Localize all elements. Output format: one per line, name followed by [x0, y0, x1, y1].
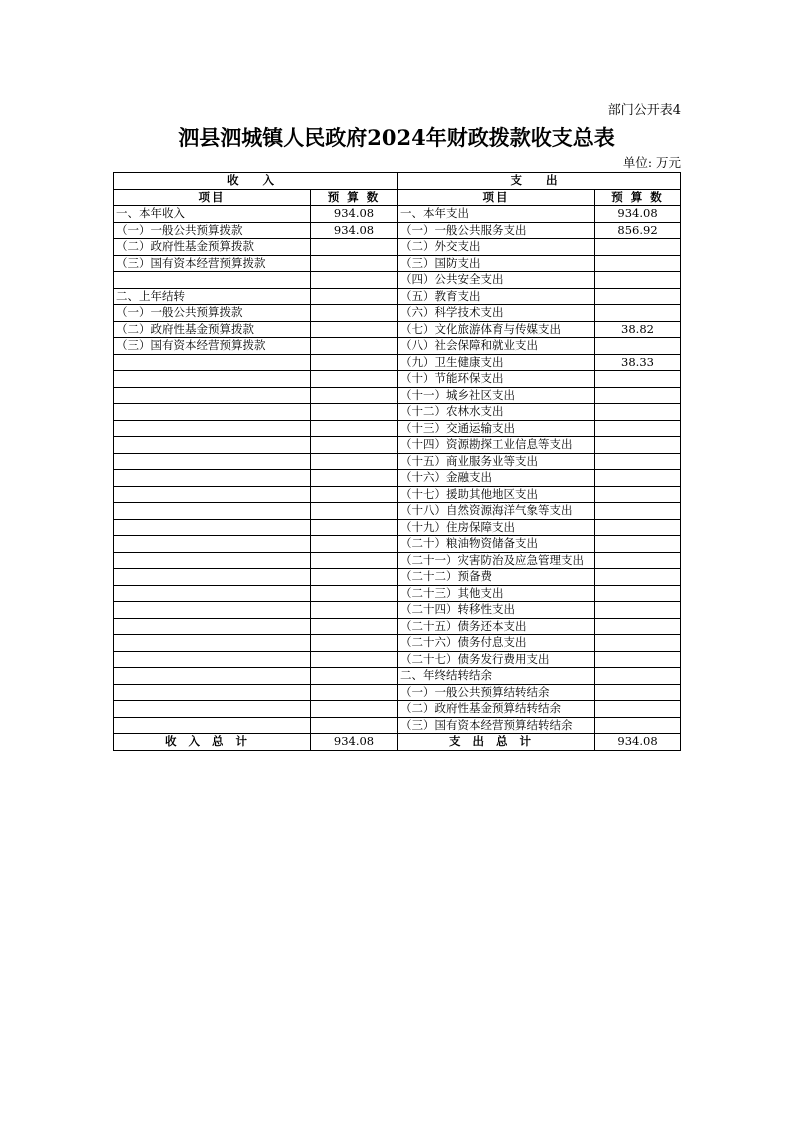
- income-item-cell: [114, 635, 311, 652]
- income-item-cell: [114, 684, 311, 701]
- income-item-cell: [114, 272, 311, 289]
- income-value-cell: [311, 585, 398, 602]
- income-value-cell: [311, 486, 398, 503]
- income-value-cell: [311, 453, 398, 470]
- table-row: [114, 635, 681, 652]
- table-row: [114, 569, 681, 586]
- table-row: [114, 536, 681, 553]
- income-item-cell: [114, 354, 311, 371]
- table-row: [114, 420, 681, 437]
- income-item-cell: （三）国有资本经营预算拨款: [114, 255, 311, 272]
- income-item-cell: [114, 371, 311, 388]
- expense-item-cell: （二十三）其他支出: [398, 585, 595, 602]
- expense-item-cell: （二）外交支出: [398, 239, 595, 256]
- expense-item-cell: （一）一般公共预算结转结余: [398, 684, 595, 701]
- expense-value-cell: 856.92: [595, 222, 681, 239]
- expense-item-cell: （十）节能环保支出: [398, 371, 595, 388]
- income-item-cell: [114, 651, 311, 668]
- expense-value-cell: [595, 288, 681, 305]
- income-value-cell: [311, 338, 398, 355]
- income-item-cell: 一、本年收入: [114, 206, 311, 223]
- expense-value-cell: [595, 338, 681, 355]
- income-value-cell: [311, 519, 398, 536]
- expense-item-cell: （二十四）转移性支出: [398, 602, 595, 619]
- expense-item-cell: （七）文化旅游体育与传媒支出: [398, 321, 595, 338]
- expense-item-cell: （二十五）债务还本支出: [398, 618, 595, 635]
- income-value-cell: [311, 503, 398, 520]
- income-total-value: 934.08: [311, 734, 398, 751]
- expense-value-cell: [595, 552, 681, 569]
- expense-value-cell: [595, 420, 681, 437]
- expense-item-cell: （九）卫生健康支出: [398, 354, 595, 371]
- table-row: [114, 618, 681, 635]
- header-row-group: [114, 173, 681, 190]
- budget-table: [113, 172, 681, 751]
- income-item-cell: [114, 404, 311, 421]
- income-item-header: 项目: [114, 189, 311, 206]
- expense-item-cell: （二）政府性基金预算结转结余: [398, 701, 595, 718]
- income-item-cell: [114, 486, 311, 503]
- income-value-cell: 934.08: [311, 222, 398, 239]
- income-value-cell: [311, 536, 398, 553]
- expense-item-cell: （六）科学技术支出: [398, 305, 595, 322]
- income-item-cell: （二）政府性基金预算拨款: [114, 321, 311, 338]
- table-row: [114, 503, 681, 520]
- income-value-cell: [311, 717, 398, 734]
- income-item-cell: [114, 618, 311, 635]
- table-row: [114, 701, 681, 718]
- income-budget-header: 预 算 数: [311, 189, 398, 206]
- income-item-cell: （一）一般公共预算拨款: [114, 305, 311, 322]
- page-title: 泗县泗城镇人民政府2024年财政拨款收支总表: [178, 125, 615, 150]
- income-item-cell: [114, 585, 311, 602]
- table-row: [114, 387, 681, 404]
- expense-value-cell: [595, 404, 681, 421]
- table-row: [114, 222, 681, 239]
- expense-value-cell: [595, 519, 681, 536]
- table-row: [114, 321, 681, 338]
- expense-item-cell: 二、年终结转结余: [398, 668, 595, 685]
- expense-value-cell: [595, 651, 681, 668]
- income-value-cell: [311, 305, 398, 322]
- expense-item-cell: （十三）交通运输支出: [398, 420, 595, 437]
- table-row: [114, 552, 681, 569]
- expense-value-cell: [595, 453, 681, 470]
- table-row: [114, 684, 681, 701]
- expense-value-cell: [595, 486, 681, 503]
- income-item-cell: [114, 519, 311, 536]
- income-item-cell: [114, 668, 311, 685]
- table-row: [114, 338, 681, 355]
- income-item-cell: （三）国有资本经营预算拨款: [114, 338, 311, 355]
- income-value-cell: [311, 651, 398, 668]
- form-number: 部门公开表4: [607, 103, 681, 118]
- income-value-cell: [311, 437, 398, 454]
- table-row: [114, 288, 681, 305]
- expense-item-cell: （八）社会保障和就业支出: [398, 338, 595, 355]
- income-item-cell: [114, 701, 311, 718]
- expense-value-cell: [595, 602, 681, 619]
- table-row: [114, 470, 681, 487]
- expense-value-cell: [595, 437, 681, 454]
- income-item-cell: （二）政府性基金预算拨款: [114, 239, 311, 256]
- expense-item-cell: （二十二）预备费: [398, 569, 595, 586]
- income-value-cell: [311, 602, 398, 619]
- expense-item-cell: （十五）商业服务业等支出: [398, 453, 595, 470]
- table-row: [114, 585, 681, 602]
- income-value-cell: [311, 618, 398, 635]
- expense-value-cell: 38.82: [595, 321, 681, 338]
- expense-total-label: 支出总计: [398, 734, 595, 751]
- expense-item-header: 项目: [398, 189, 595, 206]
- expense-total-value: 934.08: [595, 734, 681, 751]
- expense-item-cell: （二十）粮油物资储备支出: [398, 536, 595, 553]
- table-row: [114, 305, 681, 322]
- header-row-columns: [114, 189, 681, 206]
- totals-row: [114, 734, 681, 751]
- expense-item-cell: 一、本年支出: [398, 206, 595, 223]
- expense-item-cell: （十七）援助其他地区支出: [398, 486, 595, 503]
- expense-item-cell: （二十一）灾害防治及应急管理支出: [398, 552, 595, 569]
- expense-value-cell: [595, 503, 681, 520]
- expense-value-cell: [595, 585, 681, 602]
- expense-value-cell: [595, 536, 681, 553]
- income-item-cell: [114, 453, 311, 470]
- expense-value-cell: [595, 387, 681, 404]
- expense-item-cell: （十六）金融支出: [398, 470, 595, 487]
- table-row: [114, 371, 681, 388]
- table-row: [114, 668, 681, 685]
- expense-value-cell: [595, 618, 681, 635]
- expense-value-cell: [595, 371, 681, 388]
- unit-label: 单位: 万元: [622, 155, 681, 170]
- income-value-cell: [311, 354, 398, 371]
- income-value-cell: [311, 255, 398, 272]
- income-header: 收 入: [114, 173, 398, 190]
- income-item-cell: [114, 552, 311, 569]
- income-value-cell: [311, 635, 398, 652]
- income-item-cell: [114, 470, 311, 487]
- table-row: [114, 354, 681, 371]
- expense-item-cell: （二十七）债务发行费用支出: [398, 651, 595, 668]
- income-item-cell: [114, 437, 311, 454]
- table-row: [114, 239, 681, 256]
- table-row: [114, 717, 681, 734]
- expense-value-cell: 934.08: [595, 206, 681, 223]
- expense-value-cell: [595, 470, 681, 487]
- table-row: [114, 486, 681, 503]
- expense-value-cell: [595, 569, 681, 586]
- expense-value-cell: [595, 717, 681, 734]
- income-value-cell: [311, 404, 398, 421]
- income-item-cell: 二、上年结转: [114, 288, 311, 305]
- expense-budget-header: 预 算 数: [595, 189, 681, 206]
- expense-value-cell: [595, 255, 681, 272]
- income-item-cell: [114, 503, 311, 520]
- income-value-cell: [311, 552, 398, 569]
- income-value-cell: [311, 701, 398, 718]
- expense-value-cell: 38.33: [595, 354, 681, 371]
- income-value-cell: [311, 470, 398, 487]
- table-row: [114, 602, 681, 619]
- table-row: [114, 272, 681, 289]
- table-row: [114, 206, 681, 223]
- expense-item-cell: （十八）自然资源海洋气象等支出: [398, 503, 595, 520]
- table-row: [114, 453, 681, 470]
- income-item-cell: [114, 536, 311, 553]
- income-total-label: 收入总计: [114, 734, 311, 751]
- table-body: [114, 206, 681, 734]
- income-item-cell: [114, 420, 311, 437]
- income-item-cell: [114, 387, 311, 404]
- expense-value-cell: [595, 684, 681, 701]
- income-value-cell: [311, 569, 398, 586]
- expense-value-cell: [595, 239, 681, 256]
- income-item-cell: （一）一般公共预算拨款: [114, 222, 311, 239]
- income-item-cell: [114, 569, 311, 586]
- expense-item-cell: （十一）城乡社区支出: [398, 387, 595, 404]
- expense-item-cell: （二十六）债务付息支出: [398, 635, 595, 652]
- income-item-cell: [114, 717, 311, 734]
- expense-value-cell: [595, 272, 681, 289]
- income-value-cell: 934.08: [311, 206, 398, 223]
- income-value-cell: [311, 239, 398, 256]
- expense-item-cell: （三）国有资本经营预算结转结余: [398, 717, 595, 734]
- income-value-cell: [311, 288, 398, 305]
- expense-item-cell: （十九）住房保障支出: [398, 519, 595, 536]
- table-row: [114, 519, 681, 536]
- income-value-cell: [311, 387, 398, 404]
- expense-item-cell: （四）公共安全支出: [398, 272, 595, 289]
- table-row: [114, 437, 681, 454]
- expense-header: 支 出: [398, 173, 681, 190]
- expense-item-cell: （十四）资源勘探工业信息等支出: [398, 437, 595, 454]
- expense-item-cell: （一）一般公共服务支出: [398, 222, 595, 239]
- expense-item-cell: （三）国防支出: [398, 255, 595, 272]
- income-value-cell: [311, 420, 398, 437]
- expense-value-cell: [595, 701, 681, 718]
- income-value-cell: [311, 684, 398, 701]
- income-value-cell: [311, 668, 398, 685]
- income-item-cell: [114, 602, 311, 619]
- income-value-cell: [311, 371, 398, 388]
- expense-item-cell: （十二）农林水支出: [398, 404, 595, 421]
- expense-value-cell: [595, 635, 681, 652]
- expense-value-cell: [595, 305, 681, 322]
- table-row: [114, 255, 681, 272]
- expense-value-cell: [595, 668, 681, 685]
- income-value-cell: [311, 272, 398, 289]
- expense-item-cell: （五）教育支出: [398, 288, 595, 305]
- table-row: [114, 651, 681, 668]
- table-row: [114, 404, 681, 421]
- income-value-cell: [311, 321, 398, 338]
